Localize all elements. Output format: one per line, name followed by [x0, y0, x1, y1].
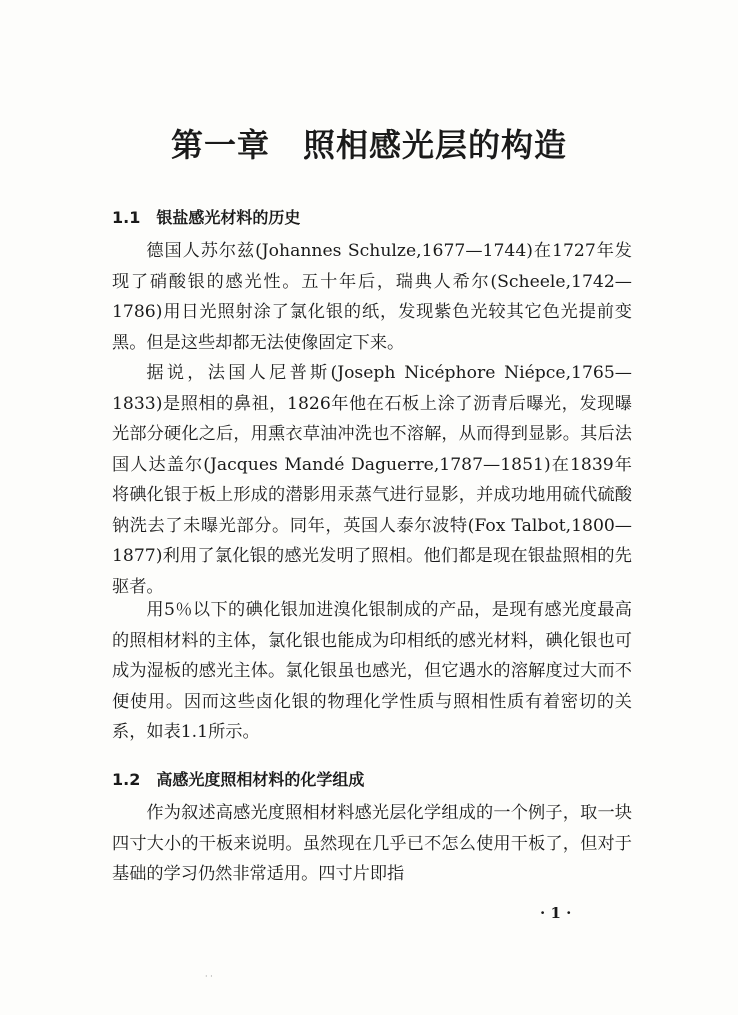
section-heading-1-1: 1.1 银盐感光材料的历史: [112, 208, 301, 227]
paragraph: 作为叙述高感光度照相材料感光层化学组成的一个例子，取一块四寸大小的干板来说明。虽然现在几乎已不怎么使用干板了，但对于基础的学习仍然非常适用。四寸片即指: [112, 803, 632, 884]
section-heading-1-2: 1.2 高感光度照相材料的化学组成: [112, 770, 365, 789]
paragraph: 用5％以下的碘化银加进溴化银制成的产品，是现有感光度最高的照相材料的主体，氯化银也能成为印相纸的感光材料，碘化银也可成为湿板的感光主体。氯化银虽也感光，但它遇水的溶解度过大而不便使用。因而这些卤化银的物理化学性质与照相性质有着密切的关系，如表1.1所示。: [112, 600, 632, 742]
chapter-title: 第一章 照相感光层的构造: [170, 126, 567, 164]
scan-smudge: · ·: [205, 972, 213, 981]
paragraph: 德国人苏尔兹(Johannes Schulze,1677—1744)在1727年发现了硝酸银的感光性。五十年后，瑞典人希尔(Scheele,1742—1786)用日光照射涂了氯化银的纸，发现紫色光较其它色光提前变黑。但是这些却都无法使像固定下来。: [112, 241, 632, 353]
paragraph: 据说，法国人尼普斯(Joseph Nicéphore Niépce,1765—1833)是照相的鼻祖，1826年他在石板上涂了沥青后曝光，发现曝光部分硬化之后，用熏衣草油冲洗也不溶解，从而得到显影。其后法国人达盖尔(Jacques Mandé Daguerre,1787—1851)在1839年将碘化银于板上形成的潜影用汞蒸气进行显影，并成功地用硫代硫酸钠洗去了未曝光部分。同年，英国人泰尔波特(Fox Talbot,1800—1877)利用了氯化银的感光发明了照相。他们都是现在银盐照相的先驱者。: [112, 363, 632, 597]
page-number: · 1 ·: [540, 904, 572, 922]
